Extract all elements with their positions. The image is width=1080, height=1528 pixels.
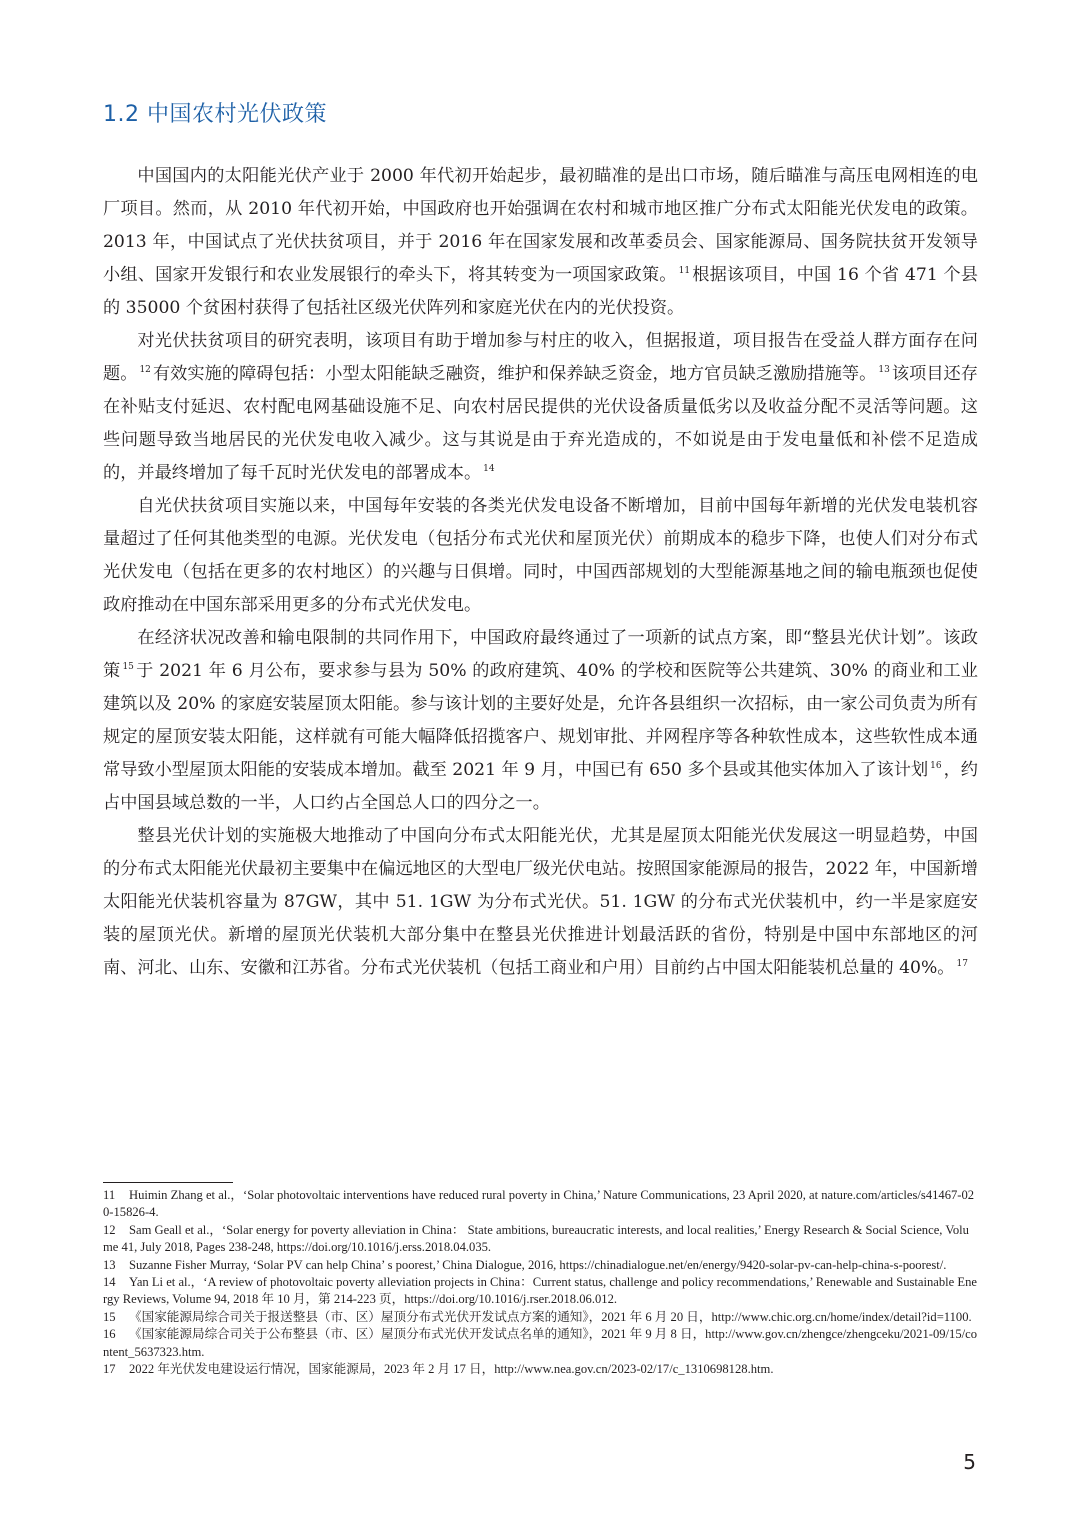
paragraph-text: 中国国内的太阳能光伏产业于 2000 年代初开始起步，最初瞄准的是出口市场，随后瞄准与高压电网相连的电厂项目。然而，从 2010 年代初开始，中国政府也开始强调在农村和城市地区推广分布式太阳能光伏发电的政策。2013 年，中国试点了光伏扶贫项目，并于 2016 年在国家发展和改革委员会、国家能源局、国务院扶贫开发领导小组、国家开发银行和农业发展银行的牵头下，将其转变为一项国家政策。 xyxy=(103,166,978,285)
footnote-ref[interactable]: 11 xyxy=(678,266,691,277)
paragraph-text: 于 2021 年 6 月公布，要求参与县为 50% 的政府建筑、40% 的学校和医院等公共建筑、30% 的商业和工业建筑以及 20% 的家庭安装屋顶太阳能。参与该计划的主要好处是，允许各县组织一次招标，由一家公司负责为所有规定的屋顶安装太阳能，这样就有可能大幅降低招揽客户、规划审批、并网程序等各种软性成本，这些软性成本通常导致小型屋顶太阳能的安装成本增加。截至 2021 年 9 月，中国已有 650 多个县或其他实体加入了该计划 xyxy=(103,661,978,780)
footnote-text[interactable]: 2022 年光伏发电建设运行情况，国家能源局，2023 年 2 月 17 日，http://www.nea.gov.cn/2023-02/17/c_1310698128.htm. xyxy=(129,1362,774,1377)
footnote-ref[interactable]: 13 xyxy=(878,365,890,376)
footnotes xyxy=(103,1187,978,1378)
paragraph-text: 自光伏扶贫项目实施以来，中国每年安装的各类光伏发电设备不断增加，目前中国每年新增的光伏发电装机容量超过了任何其他类型的电源。光伏发电（包括分布式光伏和屋顶光伏）前期成本的稳步下降，也使人们对分布式光伏发电（包括在更多的农村地区）的兴趣与日俱增。同时，中国西部规划的大型能源基地之间的输电瓶颈也促使政府推动在中国东部采用更多的分布式光伏发电。 xyxy=(103,496,978,615)
paragraph xyxy=(103,160,978,325)
footnote-divider xyxy=(103,1182,233,1183)
paragraph xyxy=(103,490,978,622)
footnote-item xyxy=(103,1222,978,1257)
page-number: 5 xyxy=(963,1450,976,1474)
footnote-number: 12 xyxy=(103,1222,116,1237)
footnote-text[interactable]: Huimin Zhang et al.，‘Solar photovoltaic interventions have reduced rural poverty in China,’ Nature Communications, 23 April 2020, at nature.com/articles/s41467-020-15826-4. xyxy=(103,1188,975,1220)
footnote-ref[interactable]: 12 xyxy=(139,365,151,376)
footnote-ref[interactable]: 16 xyxy=(930,761,942,772)
footnote-item xyxy=(103,1326,978,1361)
footnote-item xyxy=(103,1361,978,1378)
footnote-item xyxy=(103,1274,978,1309)
paragraph xyxy=(103,622,978,820)
footnote-number: 14 xyxy=(103,1275,116,1290)
section-heading: 1.2 中国农村光伏政策 xyxy=(103,102,327,127)
footnote-ref[interactable]: 17 xyxy=(956,959,968,970)
paragraph xyxy=(103,820,978,985)
footnote-number: 16 xyxy=(103,1327,116,1342)
body-text xyxy=(103,160,978,985)
footnote-ref[interactable]: 14 xyxy=(483,464,495,475)
paragraph-text: 在经济状况改善和输电限制的共同作用下，中国政府最终通过了一项新的试点方案，即“整县光伏计划”。该政策 xyxy=(103,628,978,681)
footnote-number: 17 xyxy=(103,1362,116,1377)
footnote-text[interactable]: 《国家能源局综合司关于公布整县（市、区）屋顶分布式光伏开发试点名单的通知》，2021 年 9 月 8 日，http://www.gov.cn/zhengce/zhengceku/2021-09/15/content_5637323.htm. xyxy=(103,1327,978,1359)
paragraph-text: 该项目还存在补贴支付延迟、农村配电网基础设施不足、向农村居民提供的光伏设备质量低劣以及收益分配不灵活等问题。这些问题导致当地居民的光伏发电收入减少。这与其说是由于弃光造成的，不如说是由于发电量低和补偿不足造成的，并最终增加了每千瓦时光伏发电的部署成本。 xyxy=(103,364,978,483)
footnote-item xyxy=(103,1257,978,1274)
paragraph-text: 有效实施的障碍包括：小型太阳能缺乏融资，维护和保养缺乏资金，地方官员缺乏激励措施等。 xyxy=(152,364,877,384)
footnote-text[interactable]: Yan Li et al.，‘A review of photovoltaic poverty alleviation projects in China：Current status, challenge and policy recommendations,’ Renewable and Sustainable Energy Reviews, Volume 94, 2018 年 10 月，第 214-223 页，https://doi.org/10.1016/j.rser.2018.06.012. xyxy=(103,1275,977,1307)
footnote-text[interactable]: 《国家能源局综合司关于报送整县（市、区）屋顶分布式光伏开发试点方案的通知》，2021 年 6 月 20 日，http://www.chic.org.cn/home/index/detail?id=1100. xyxy=(129,1309,972,1324)
footnote-item xyxy=(103,1309,978,1326)
footnote-text[interactable]: Suzanne Fisher Murray, ‘Solar PV can help China’ s poorest,’ China Dialogue, 2016, https://chinadialogue.net/en/energy/9420-solar-pv-can-help-china-s-poorest/. xyxy=(129,1257,947,1272)
footnote-ref[interactable]: 15 xyxy=(122,662,134,673)
paragraph xyxy=(103,325,978,490)
footnote-number: 15 xyxy=(103,1309,116,1324)
paragraph-text: 对光伏扶贫项目的研究表明，该项目有助于增加参与村庄的收入，但据报道，项目报告在受益人群方面存在问题。 xyxy=(103,331,978,384)
paragraph-text: ，约占中国县域总数的一半，人口约占全国总人口的四分之一。 xyxy=(103,760,978,813)
footnote-text[interactable]: Sam Geall et al.，‘Solar energy for poverty alleviation in China： State ambitions, bureaucratic interests, and local realities,’ Energy Research & Social Science, Volume 41, July 2018, Pages 238-248, https://doi.org/10.1016/j.erss.2018.04.035. xyxy=(103,1222,969,1255)
footnote-number: 13 xyxy=(103,1257,116,1272)
paragraph-text: 整县光伏计划的实施极大地推动了中国向分布式太阳能光伏，尤其是屋顶太阳能光伏发展这一明显趋势，中国的分布式太阳能光伏最初主要集中在偏远地区的大型电厂级光伏电站。按照国家能源局的报告，2022 年，中国新增太阳能光伏装机容量为 87GW，其中 51. 1GW 为分布式光伏。51. 1GW 的分布式光伏装机中，约一半是家庭安装的屋顶光伏。新增的屋顶光伏装机大部分集中在整县光伏推进计划最活跃的省份，特别是中国中东部地区的河南、河北、山东、安徽和江苏省。分布式光伏装机（包括工商业和户用）目前约占中国太阳能装机总量的 40%。 xyxy=(103,826,978,978)
paragraph-text: 根据该项目，中国 16 个省 471 个县的 35000 个贫困村获得了包括社区级光伏阵列和家庭光伏在内的光伏投资。 xyxy=(103,265,978,318)
footnote-item xyxy=(103,1187,978,1222)
footnote-number: 11 xyxy=(103,1188,116,1202)
